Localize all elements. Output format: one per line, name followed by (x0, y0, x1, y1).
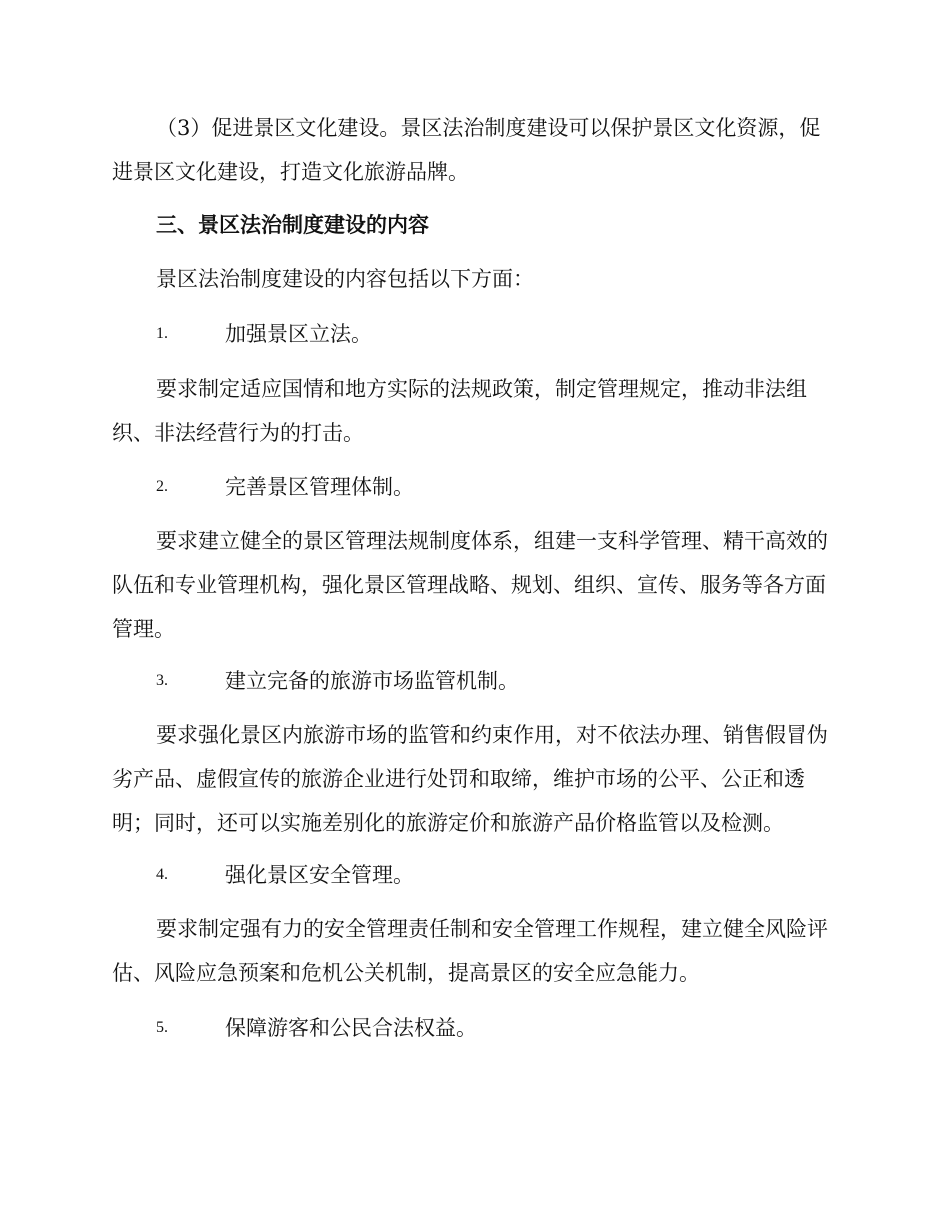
list-item-2 (156, 465, 836, 509)
list-item-title: 建立完备的旅游市场监管机制。 (225, 669, 519, 693)
list-number: 3. (156, 672, 168, 689)
list-item-5 (156, 1006, 836, 1050)
list-item-title: 完善景区管理体制。 (225, 475, 414, 499)
list-number: 4. (156, 866, 168, 883)
section-intro: 景区法治制度建设的内容包括以下方面： (156, 267, 534, 291)
section-heading-3: 三、景区法治制度建设的内容 (156, 213, 429, 237)
list-number: 1. (156, 325, 168, 342)
list-number: 2. (156, 478, 168, 495)
description-2: 要求建立健全的景区管理法规制度体系，组建一支科学管理、精干高效的队伍和专业管理机构，强化景区管理战略、规划、组织、宣传、服务等各方面管理。 (112, 529, 828, 641)
list-item-title: 强化景区安全管理。 (225, 863, 414, 887)
description-4: 要求制定强有力的安全管理责任制和安全管理工作规程，建立健全风险评估、风险应急预案和危机公关机制，提高景区的安全应急能力。 (112, 917, 828, 985)
description-1: 要求制定适应国情和地方实际的法规政策，制定管理规定，推动非法组织、非法经营行为的打击。 (112, 377, 807, 445)
list-number: 5. (156, 1019, 168, 1036)
list-item-1 (156, 312, 836, 356)
list-item-title: 保障游客和公民合法权益。 (225, 1016, 477, 1040)
list-item-4 (156, 853, 836, 897)
list-item-3 (156, 659, 836, 703)
list-item-title: 加强景区立法。 (225, 322, 372, 346)
description-3: 要求强化景区内旅游市场的监管和约束作用，对不依法办理、销售假冒伪劣产品、虚假宣传的旅游企业进行处罚和取缔，维护市场的公平、公正和透明；同时，还可以实施差别化的旅游定价和旅游产品价格监管以及检测。 (112, 723, 828, 835)
paragraph-cultural-construction: （3）促进景区文化建设。景区法治制度建设可以保护景区文化资源，促进景区文化建设，打造文化旅游品牌。 (112, 116, 821, 184)
